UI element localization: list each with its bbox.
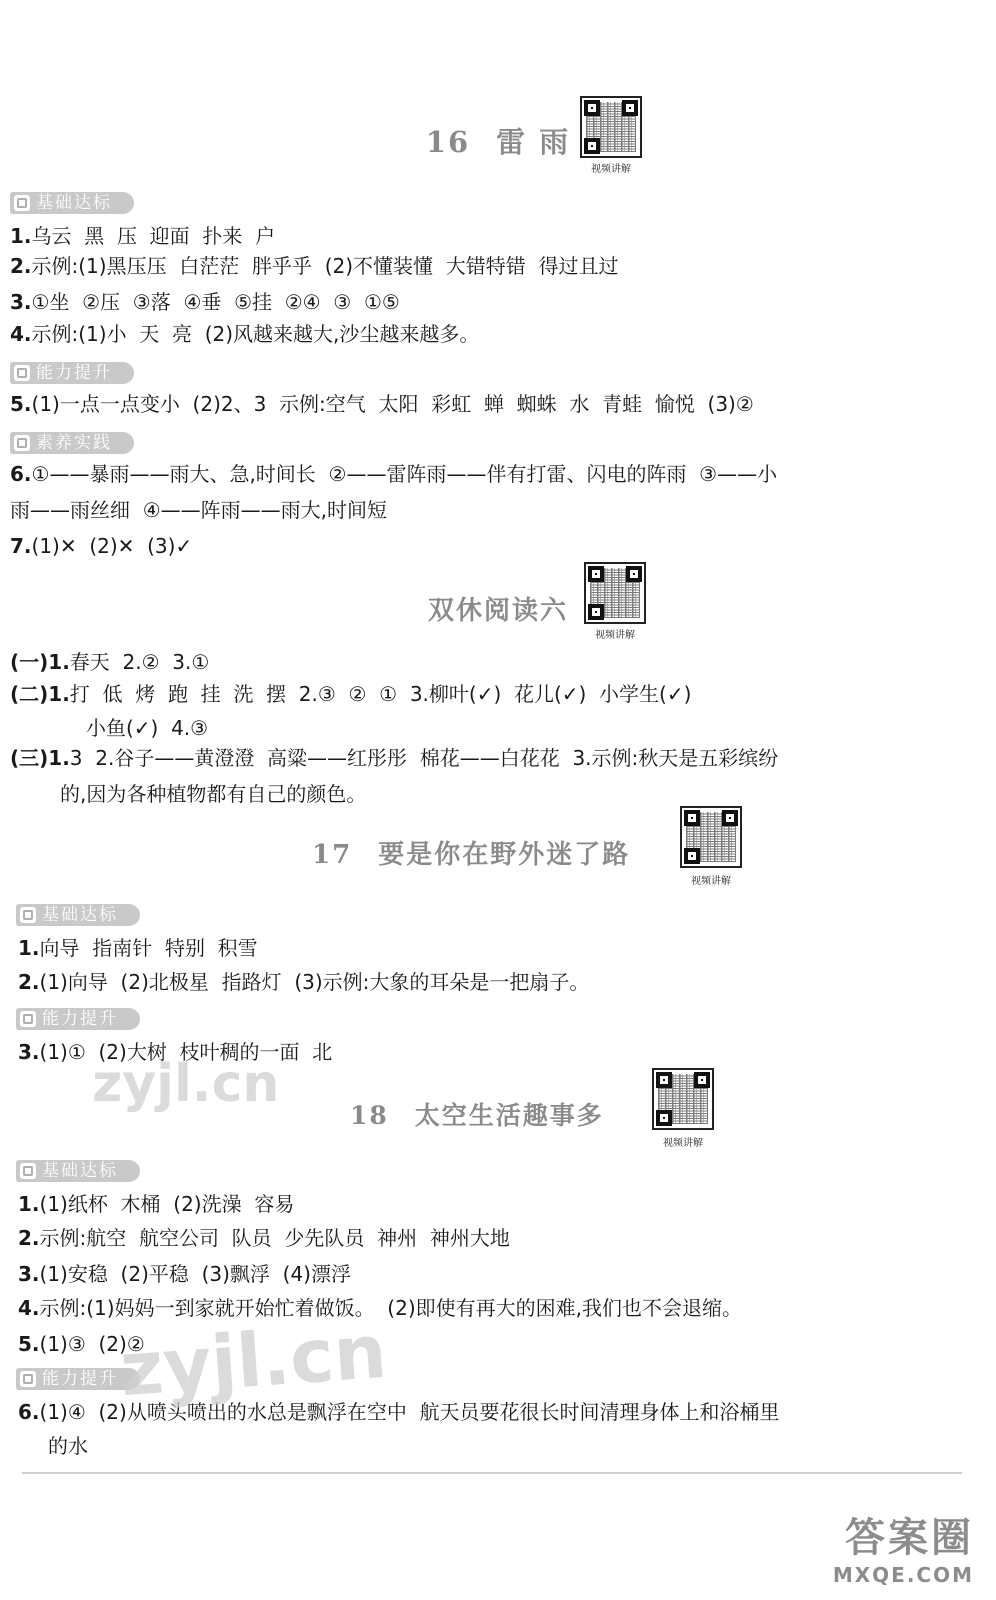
tag-ability: 能力提升	[10, 362, 134, 384]
answer-line: 6.①——暴雨——雨大、急,时间长 ②——雷阵雨——伴有打雷、闪电的阵雨 ③——小	[10, 462, 778, 486]
watermark: zyjl.cn	[92, 1054, 280, 1114]
answer-line: 4.示例:(1)小 天 亮 (2)风越来越大,沙尘越来越多。	[10, 322, 480, 346]
section-16-title	[0, 120, 996, 161]
answer-line: 1.乌云 黑 压 迎面 扑来 户	[10, 224, 276, 248]
qr-caption: 视频讲解	[663, 1138, 703, 1149]
section-18-title	[350, 1096, 604, 1132]
document-icon	[20, 1163, 36, 1179]
section-number: 17	[312, 840, 353, 870]
answer-line: 的,因为各种植物都有自己的颜色。	[60, 782, 367, 806]
qr-code-icon[interactable]	[652, 1068, 714, 1130]
answer-line: 1.(1)纸杯 木桶 (2)洗澡 容易	[18, 1192, 295, 1216]
answer-line: 6.(1)④ (2)从喷头喷出的水总是飘浮在空中 航天员要花很长时间清理身体上和浴桶里	[18, 1400, 780, 1424]
section-title-text: 雷 雨	[496, 125, 571, 159]
qr-code-icon[interactable]	[680, 806, 742, 868]
qr-caption: 视频讲解	[595, 630, 635, 641]
tag-ability: 能力提升	[16, 1008, 140, 1030]
answer-line: (二)1.打 低 烤 跑 挂 洗 摆 2.③ ② ① 3.柳叶(✓) 花儿(✓) 小学生(✓)	[10, 682, 692, 706]
qr-caption: 视频讲解	[591, 164, 631, 175]
logo-domain: MXQE.COM	[832, 1563, 974, 1587]
answer-line: 5.(1)一点一点变小 (2)2、3 示例:空气 太阳 彩虹 蝉 蜘蛛 水 青蛙 愉悦 (3)②	[10, 392, 754, 416]
answer-line: 3.(1)① (2)大树 枝叶稠的一面 北	[18, 1040, 333, 1064]
answer-line: 的水	[48, 1434, 88, 1458]
tag-basic: 基础达标	[16, 904, 140, 926]
answer-line: 2.示例:(1)黑压压 白茫茫 胖乎乎 (2)不懂装懂 大错特错 得过且过	[10, 254, 619, 278]
book-icon	[14, 365, 30, 381]
section-number: 16	[425, 125, 471, 159]
answer-line: (一)1.春天 2.② 3.①	[10, 650, 210, 674]
qr-code-icon[interactable]	[580, 96, 642, 158]
answer-line: 3.(1)安稳 (2)平稳 (3)飘浮 (4)漂浮	[18, 1262, 351, 1286]
logo-text: 答案圈	[845, 1515, 974, 1561]
book-icon	[20, 1011, 36, 1027]
answer-line: 3.①坐 ②压 ③落 ④垂 ⑤挂 ②④ ③ ①⑤	[10, 290, 400, 314]
site-logo	[833, 1506, 974, 1587]
answer-line: 雨——雨丝细 ④——阵雨——雨大,时间短	[10, 498, 388, 522]
qr-code-icon[interactable]	[584, 562, 646, 624]
book-icon	[20, 1371, 36, 1387]
answer-line: 2.示例:航空 航空公司 队员 少先队员 神州 神州大地	[18, 1226, 510, 1250]
tag-practice: 素养实践	[10, 432, 134, 454]
watermark: zyjl.cn	[117, 1308, 390, 1414]
section-number: 18	[350, 1101, 389, 1130]
answer-line: 小鱼(✓) 4.③	[86, 716, 209, 740]
tag-basic: 基础达标	[10, 192, 134, 214]
section-title-text: 双休阅读六	[427, 596, 568, 626]
section-title-text: 太空生活趣事多	[414, 1101, 604, 1130]
answer-line: 5.(1)③ (2)②	[18, 1332, 145, 1356]
tag-ability: 能力提升	[16, 1368, 140, 1390]
answer-line: (三)1.3 2.谷子——黄澄澄 高粱——红彤彤 棉花——白花花 3.示例:秋天是五彩缤纷	[10, 746, 779, 770]
qr-caption: 视频讲解	[691, 876, 731, 887]
section-title-text: 要是你在野外迷了路	[378, 840, 631, 870]
footer-divider	[22, 1472, 962, 1474]
answer-line: 4.示例:(1)妈妈一到家就开始忙着做饭。 (2)即使有再大的困难,我们也不会退缩。	[18, 1296, 742, 1320]
answer-line: 1.向导 指南针 特别 积雪	[18, 936, 258, 960]
lightbulb-icon	[14, 435, 30, 451]
document-icon	[14, 195, 30, 211]
answer-line: 7.(1)✕ (2)✕ (3)✓	[10, 534, 193, 558]
tag-basic: 基础达标	[16, 1160, 140, 1182]
reading-6-title	[0, 590, 996, 627]
document-icon	[20, 907, 36, 923]
section-17-title	[312, 834, 630, 871]
answer-line: 2.(1)向导 (2)北极星 指路灯 (3)示例:大象的耳朵是一把扇子。	[18, 970, 590, 994]
